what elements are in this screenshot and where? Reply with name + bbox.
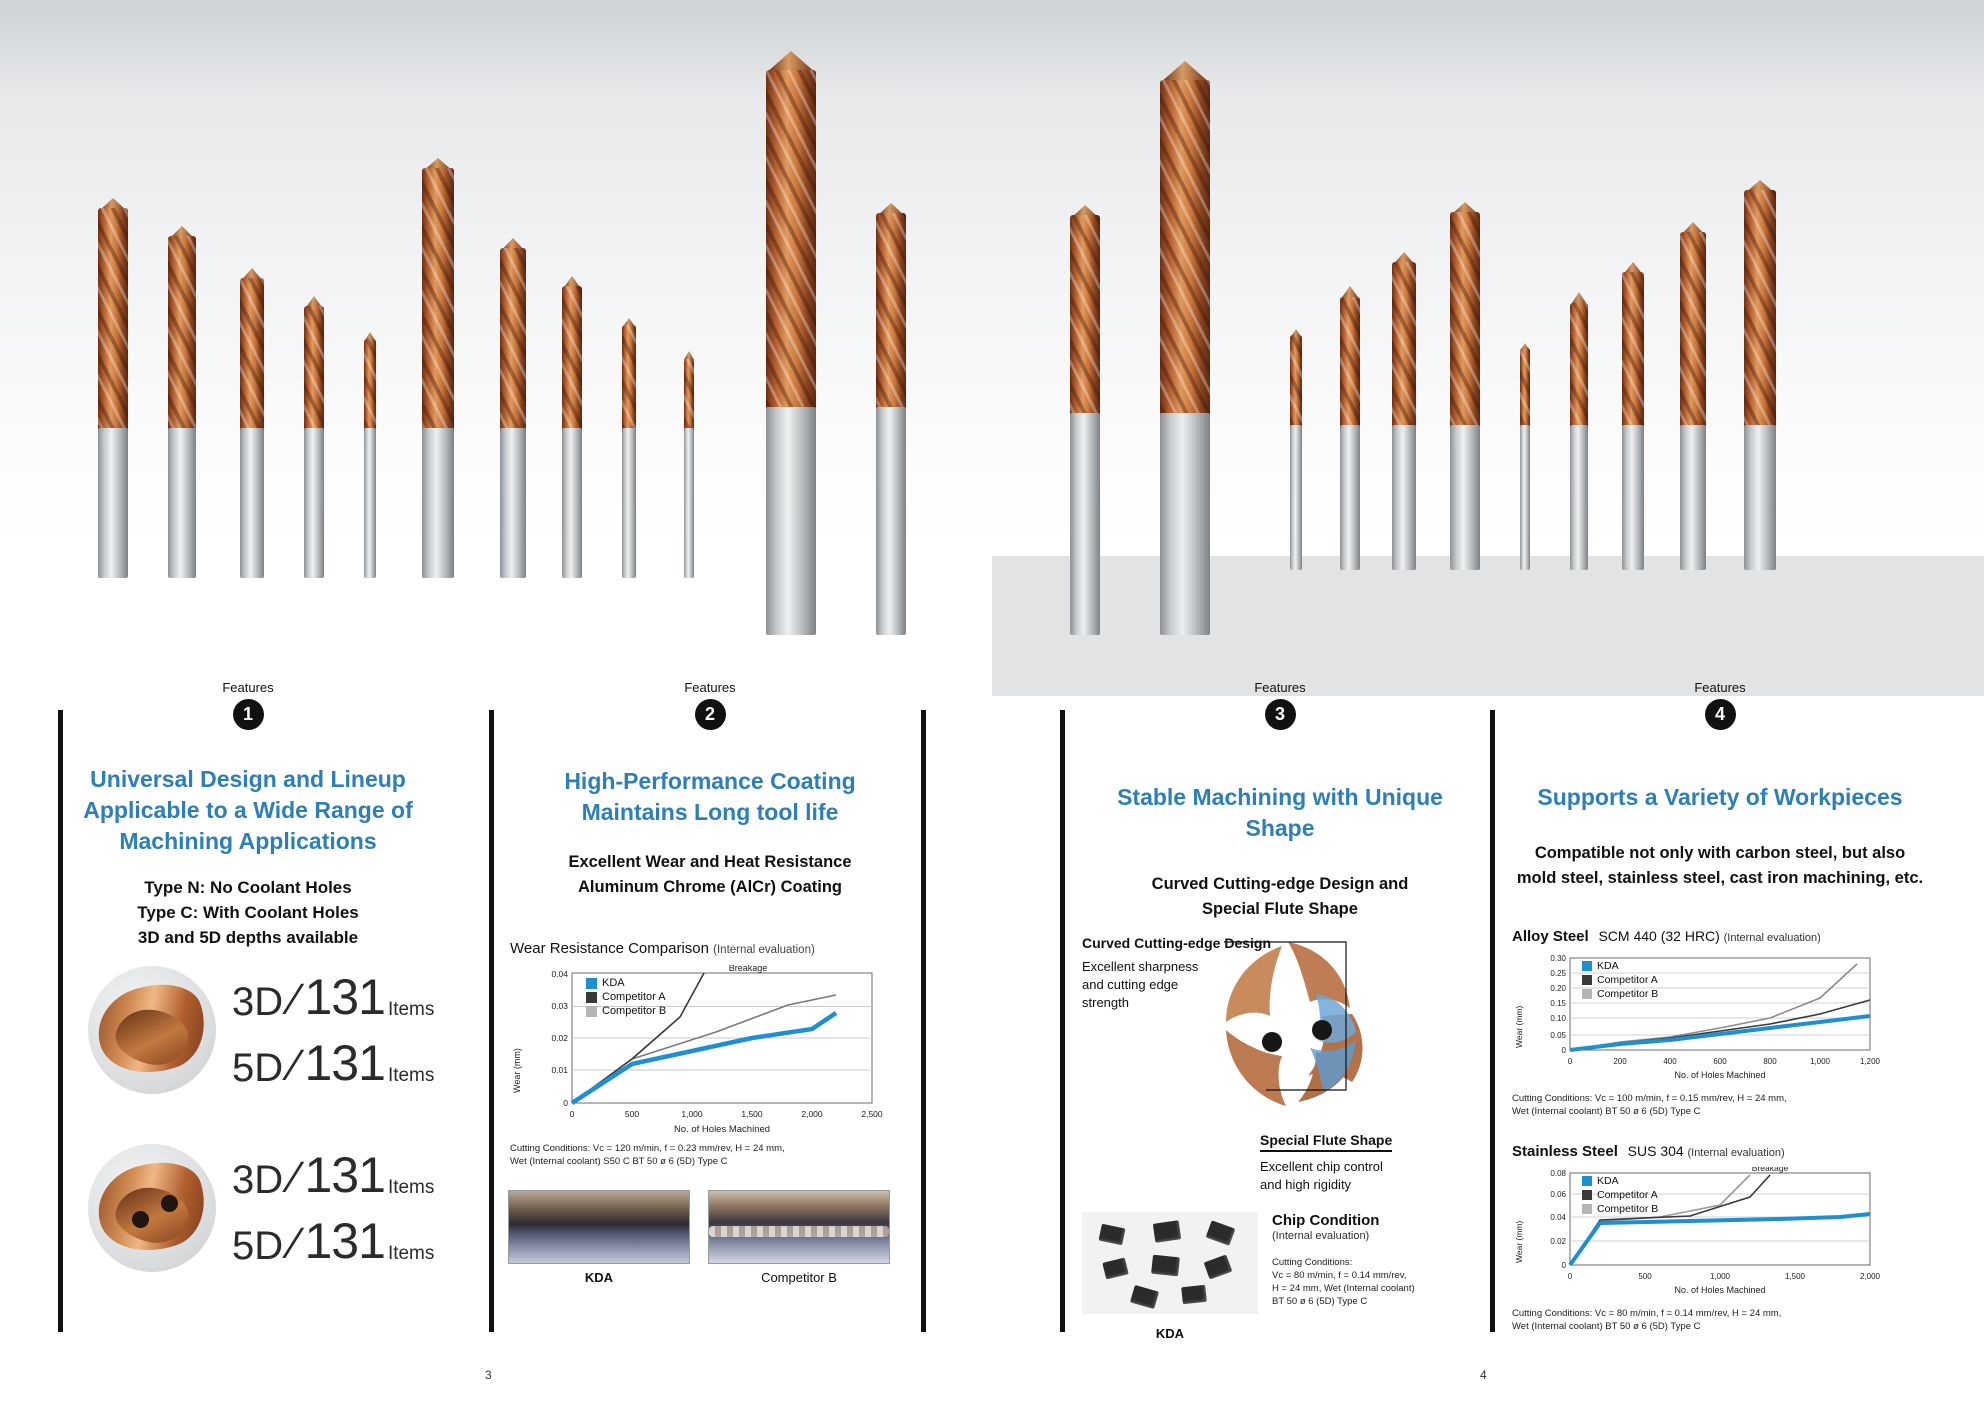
page-number-left: 3: [485, 1368, 492, 1382]
drill-bit: [1450, 202, 1480, 570]
svg-text:0.15: 0.15: [1550, 999, 1566, 1008]
drill-bit: [422, 158, 454, 578]
svg-text:1,500: 1,500: [741, 1109, 763, 1119]
drill-bit: [1570, 294, 1588, 570]
chart-svg: [1512, 952, 1892, 1092]
chip-condition-photo: [1082, 1212, 1258, 1314]
chart-legend: KDA Competitor A Competitor B: [1582, 960, 1658, 1002]
drill-bit-large: [1160, 65, 1210, 635]
item-count-row: 3D ∕ 131 Items: [232, 1147, 435, 1203]
feature-title: Supports a Variety of Workpieces: [1537, 784, 1903, 810]
callout-special-flute-title: Special Flute Shape: [1260, 1132, 1392, 1152]
feature-panel-4: [1510, 680, 1930, 1340]
page-number-right: 4: [1480, 1368, 1487, 1382]
svg-text:0.02: 0.02: [551, 1033, 568, 1043]
svg-text:0: 0: [569, 1109, 575, 1119]
svg-text:1,000: 1,000: [1709, 1272, 1731, 1281]
svg-text:No. of Holes Machined: No. of Holes Machined: [1674, 1285, 1766, 1295]
drill-bit-large: [876, 203, 906, 635]
drill-bit: [1744, 180, 1776, 570]
y-axis-label: Wear (mm): [1514, 1220, 1524, 1263]
feature-kicker: Features: [1254, 680, 1306, 695]
svg-text:500: 500: [624, 1109, 640, 1119]
cutting-conditions-alloy: Cutting Conditions: Vc = 100 m/min, f = 0.15 mm/rev, H = 24 mm, Wet (Internal coolant) BT 50 ø 6 (5D) Type C: [1512, 1093, 1787, 1117]
drill-bit: [1520, 342, 1530, 570]
panel-divider-3: [1060, 710, 1065, 1332]
drill-bit: [1290, 328, 1302, 570]
type-list: Type N: No Coolant Holes Type C: With Coolant Holes 3D and 5D depths available: [137, 878, 359, 947]
svg-text:No. of Holes Machined: No. of Holes Machined: [673, 1124, 771, 1135]
chart-svg: [1512, 1167, 1892, 1307]
chart-legend: KDA Competitor A Competitor B: [586, 977, 666, 1019]
svg-text:200: 200: [1613, 1057, 1627, 1066]
svg-text:2,000: 2,000: [1859, 1272, 1881, 1281]
drill-tip-coolant-photo: [88, 1144, 216, 1272]
feature-subtitle: Excellent Wear and Heat Resistance Aluminum Chrome (AlCr) Coating: [568, 853, 852, 896]
drill-bit: [364, 330, 376, 578]
feature-number-badge: 1: [233, 699, 264, 730]
feature-number-badge: 4: [1705, 699, 1736, 730]
svg-text:0.04: 0.04: [551, 969, 568, 979]
cutting-conditions-wear: Cutting Conditions: Vc = 120 m/min, f = 0.23 mm/rev, H = 24 mm, Wet (Internal coolant) S50 C BT 50 ø 6 (5D) Type C: [510, 1143, 785, 1167]
chip-photo-caption: KDA: [1155, 1326, 1185, 1341]
chart-stainless-steel: [1512, 1167, 1892, 1307]
svg-text:1,500: 1,500: [1784, 1272, 1806, 1281]
svg-text:0.03: 0.03: [551, 1001, 568, 1011]
drill-bit: [168, 226, 196, 578]
chip-condition-text: Chip Condition (Internal evaluation) Cutting Conditions: Vc = 80 m/min, f = 0.14 mm/rev, H = 24 mm, Wet (Internal coolant) BT 50 ø 6 (5D) Type C: [1272, 1212, 1415, 1307]
svg-text:0.25: 0.25: [1550, 969, 1566, 978]
callout-curved-cutting-edge-title: Curved Cutting-edge Design: [1082, 935, 1272, 951]
svg-text:600: 600: [1713, 1057, 1727, 1066]
feature-panel-3: [1080, 680, 1480, 1340]
chart-alloy-steel: [1512, 952, 1892, 1092]
svg-text:1,200: 1,200: [1859, 1057, 1881, 1066]
feature-number-badge: 2: [695, 699, 726, 730]
svg-text:0: 0: [1561, 1261, 1566, 1270]
chart-heading-alloy-steel: Alloy Steel SCM 440 (32 HRC) (Internal evaluation): [1512, 928, 1821, 945]
panel-divider-1: [58, 710, 63, 1332]
svg-text:Breakage: Breakage: [1751, 1167, 1789, 1173]
drill-tip-photo: [88, 966, 216, 1094]
feature-number-badge: 3: [1265, 699, 1296, 730]
micrograph-caption: KDA: [584, 1270, 614, 1285]
panel-divider-2b: [921, 710, 926, 1332]
svg-text:0.05: 0.05: [1550, 1031, 1566, 1040]
svg-text:0.20: 0.20: [1550, 984, 1566, 993]
svg-text:800: 800: [1763, 1057, 1777, 1066]
item-count-row: 3D ∕ 131 Items: [232, 969, 435, 1025]
feature-subtitle: Curved Cutting-edge Design and Special Flute Shape: [1151, 875, 1409, 918]
svg-text:0.04: 0.04: [1550, 1213, 1566, 1222]
y-axis-label: Wear (mm): [512, 1048, 522, 1093]
chart-wear-resistance: [510, 965, 900, 1155]
callout-curved-cutting-edge-body: Excellent sharpness and cutting edge strength: [1082, 959, 1199, 1010]
drill-bit: [1340, 288, 1360, 570]
feature-panel-1: [72, 680, 435, 1340]
feature-subtitle: Compatible not only with carbon steel, but also mold steel, stainless steel, cast iron machining, etc.: [1516, 844, 1924, 887]
feature-kicker: Features: [1694, 680, 1746, 695]
y-axis-label: Wear (mm): [1514, 1005, 1524, 1048]
lineup-block-type-n: [88, 966, 434, 1094]
item-count-row: 5D ∕ 131 Items: [232, 1213, 435, 1269]
right-drill-array: [992, 0, 1984, 640]
svg-text:0.02: 0.02: [1550, 1237, 1566, 1246]
item-count-row: 5D ∕ 131 Items: [232, 1035, 435, 1091]
drill-bit: [622, 316, 636, 578]
micrograph-comparison: [508, 1190, 898, 1285]
feature-kicker: Features: [222, 680, 274, 695]
svg-text:0.08: 0.08: [1550, 1169, 1566, 1178]
left-drill-array: [0, 0, 992, 640]
drill-bit: [562, 278, 582, 578]
svg-text:400: 400: [1663, 1057, 1677, 1066]
micrograph-competitor-b: [708, 1190, 890, 1264]
drill-tip-diagram: [1170, 930, 1410, 1120]
panel-divider-2a: [489, 710, 494, 1332]
chart-heading-wear: Wear Resistance Comparison (Internal evaluation): [510, 940, 815, 957]
drill-bit-large: [1070, 205, 1100, 635]
chart-heading-stainless-steel: Stainless Steel SUS 304 (Internal evaluation): [1512, 1143, 1785, 1160]
drill-bit: [1392, 252, 1416, 570]
callout-special-flute-body: Excellent chip control and high rigidity: [1260, 1159, 1383, 1192]
drill-bit: [304, 296, 324, 578]
svg-text:0: 0: [1567, 1272, 1573, 1281]
micrograph-caption: Competitor B: [761, 1270, 837, 1285]
svg-text:2,000: 2,000: [801, 1109, 823, 1119]
svg-text:500: 500: [1638, 1272, 1652, 1281]
svg-text:0.30: 0.30: [1550, 954, 1566, 963]
svg-text:1,000: 1,000: [681, 1109, 703, 1119]
svg-text:0.10: 0.10: [1550, 1014, 1566, 1023]
feature-title: High-Performance Coating Maintains Long tool life: [564, 768, 856, 825]
drill-bit-large: [766, 55, 816, 635]
lineup-block-type-c: [88, 1144, 434, 1272]
svg-text:Breakage: Breakage: [728, 965, 768, 973]
micrograph-kda: [508, 1190, 690, 1264]
svg-text:0: 0: [563, 1098, 568, 1108]
feature-title: Stable Machining with Unique Shape: [1117, 784, 1443, 841]
feature-kicker: Features: [684, 680, 736, 695]
drill-bit: [1622, 262, 1644, 570]
chart-legend: KDA Competitor A Competitor B: [1582, 1175, 1658, 1217]
feature-title: Universal Design and Lineup Applicable to a Wide Range of Machining Applications: [83, 766, 413, 854]
feature-panel-2: [505, 680, 915, 1340]
panel-divider-4: [1490, 710, 1495, 1332]
svg-text:0.01: 0.01: [551, 1065, 568, 1075]
drill-bit: [500, 238, 526, 578]
svg-text:1,000: 1,000: [1809, 1057, 1831, 1066]
svg-text:0: 0: [1567, 1057, 1573, 1066]
svg-text:No. of Holes Machined: No. of Holes Machined: [1674, 1070, 1766, 1080]
svg-text:0: 0: [1561, 1046, 1566, 1055]
drill-bit: [98, 198, 128, 578]
drill-bit: [1680, 222, 1706, 570]
cutting-conditions-stainless: Cutting Conditions: Vc = 80 m/min, f = 0.14 mm/rev, H = 24 mm, Wet (Internal coolant) BT 50 ø 6 (5D) Type C: [1512, 1308, 1782, 1332]
chart-svg: [510, 965, 900, 1155]
drill-bit: [240, 268, 264, 578]
svg-text:0.06: 0.06: [1550, 1190, 1566, 1199]
svg-text:2,500: 2,500: [861, 1109, 883, 1119]
drill-bit: [684, 350, 694, 578]
